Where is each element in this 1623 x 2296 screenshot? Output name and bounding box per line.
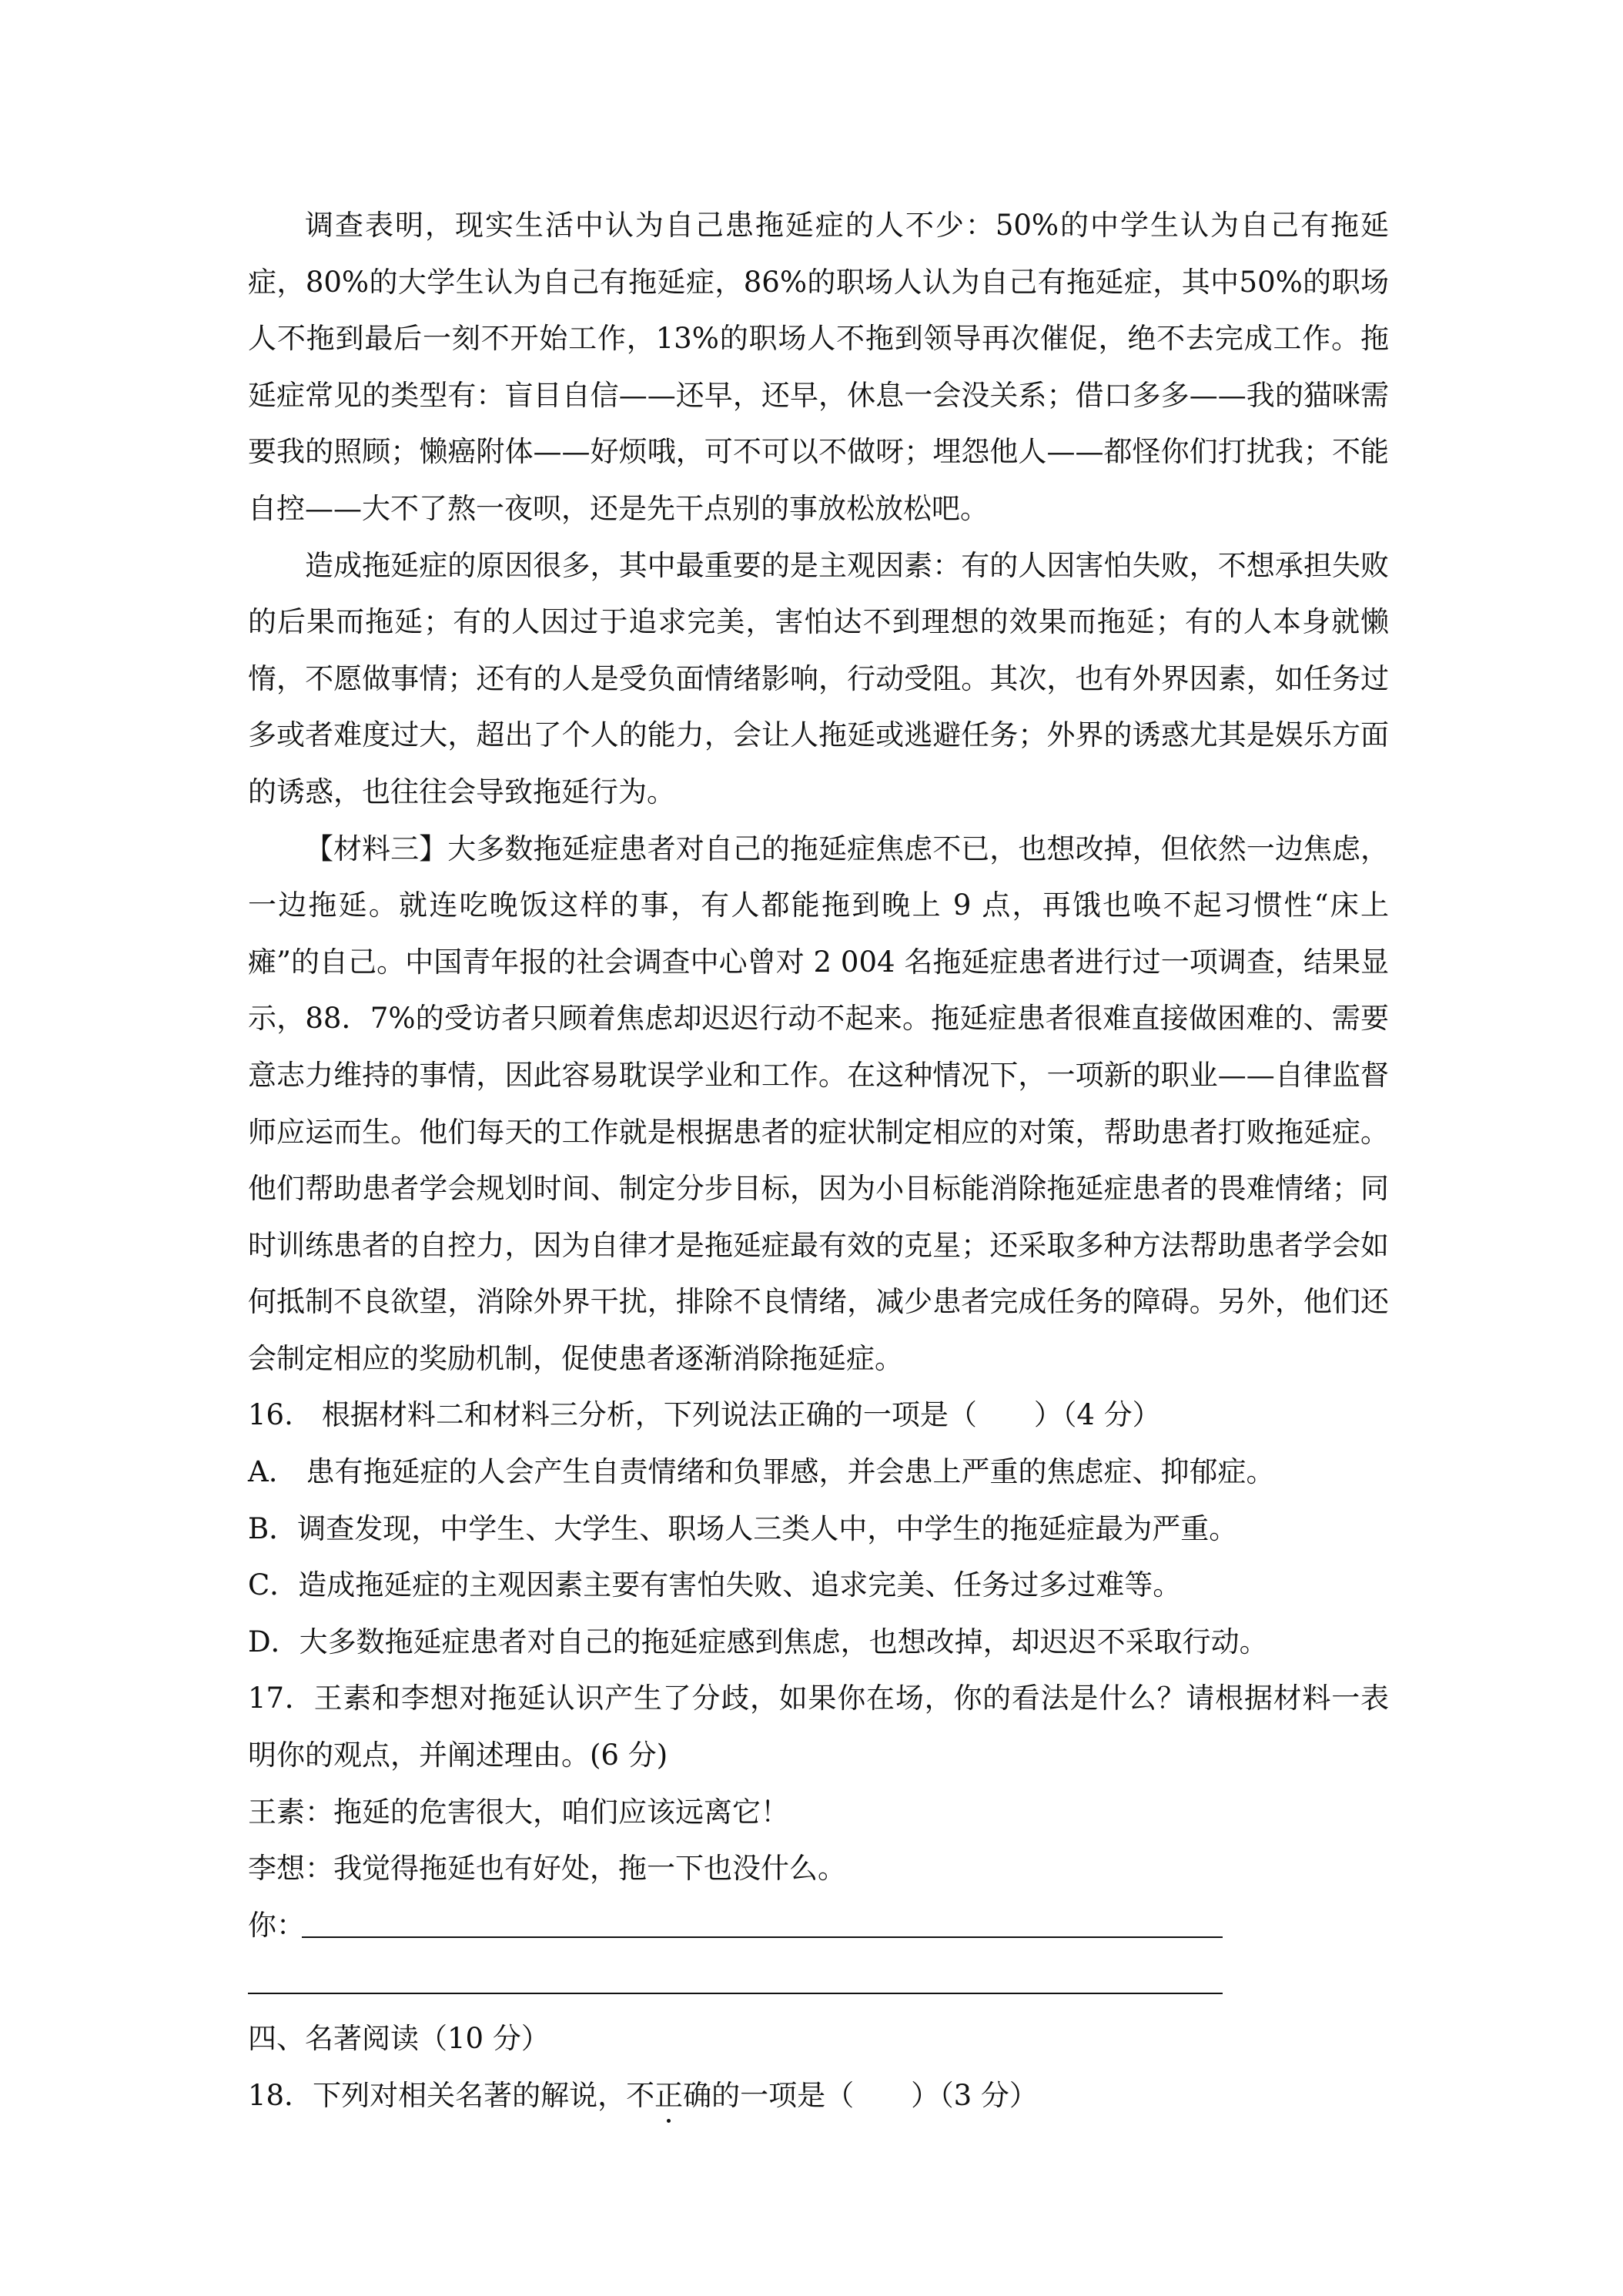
question-16-option-c: C．造成拖延症的主观因素主要有害怕失败、追求完美、任务过多过难等。 <box>248 1568 1182 1602</box>
exam-page <box>248 197 1389 2124</box>
question-16-option-d: D．大多数拖延症患者对自己的拖延症感到焦虑，也想改掉，却迟迟不采取行动。 <box>248 1625 1268 1658</box>
question-18-emphasis: 不正确 <box>626 2078 712 2112</box>
question-16-stem: 16. 根据材料二和材料三分析，下列说法正确的一项是（ ）（4 分） <box>248 1398 1161 1432</box>
question-16-option-a: A. 患有拖延症的人会产生自责情绪和负罪感，并会患上严重的焦虑症、抑郁症。 <box>248 1455 1275 1489</box>
material-two-paragraph-1: 调查表明，现实生活中认为自己患拖延症的人不少：50%的中学生认为自己有拖延症，80%的大学生认为自己有拖延症，86%的职场人认为自己有拖延症，其中50%的职场人不拖到最后一刻不开始工作，13%的职场人不拖到领导再次催促，绝不去完成工作。拖延症常见的类型有：盲目自信——还早，还早，休息一会没关系；借口多多——我的猫咪需要我的照顾；懒癌附体——好烦哦，可不可以不做呀；埋怨他人——都怪你们打扰我；不能自控——大不了熬一夜呗，还是先干点别的事放松放松吧。 <box>248 209 1389 525</box>
answer-line-2[interactable] <box>248 1993 1223 1994</box>
answer-line-1[interactable] <box>302 1936 1223 1938</box>
answer-label-you: 你： <box>248 1908 305 1942</box>
question-18-stem-end: 的一项是（ ）（3 分） <box>711 2078 1038 2112</box>
material-three-paragraph: 【材料三】大多数拖延症患者对自己的拖延症焦虑不已，也想改掉，但依然一边焦虑，一边拖延。就连吃晚饭这样的事，有人都能拖到晚上 9 点，再饿也唤不起习惯性“床上瘫”的自己。中国青年报的社会调查中心曾对 2 004 名拖延症患者进行过一项调查，结果显示，88．7%的受访者只顾着焦虑却迟迟行动不起来。拖延症患者很难直接做困难的、需要意志力维持的事情，因此容易耽误学业和工作。在这种情况下，一项新的职业——自律监督师应运而生。他们每天的工作就是根据患者的症状制定相应的对策，帮助患者打败拖延症。他们帮助患者学会规划时间、制定分步目标，因为小目标能消除拖延症患者的畏难情绪；同时训练患者的自控力，因为自律才是拖延症最有效的克星；还采取多种方法帮助患者学会如何抵制不良欲望，消除外界干扰，排除不良情绪，减少患者完成任务的障碍。另外，他们还会制定相应的奖励机制，促使患者逐渐消除拖延症。 <box>248 832 1389 1375</box>
answer-row-1 <box>248 1897 1389 1954</box>
material-two-paragraph-2: 造成拖延症的原因很多，其中最重要的是主观因素：有的人因害怕失败，不想承担失败的后果而拖延；有的人因过于追求完美，害怕达不到理想的效果而拖延；有的人本身就懒惰，不愿做事情；还有的人是受负面情绪影响，行动受阻。其次，也有外界因素，如任务过多或者难度过大，超出了个人的能力，会让人拖延或逃避任务；外界的诱惑尤其是娱乐方面的诱惑，也往往会导致拖延行为。 <box>248 548 1389 808</box>
question-17-wang-su-statement: 王素：拖延的危害很大，咱们应该远离它！ <box>248 1795 789 1829</box>
question-17-stem: 17．王素和李想对拖延认识产生了分歧，如果你在场，你的看法是什么？请根据材料一表明你的观点，并阐述理由。(6 分) <box>248 1682 1389 1772</box>
question-18-stem-start: 18．下列对相关名著的解说， <box>248 2078 627 2112</box>
question-18-stem <box>248 2067 1389 2124</box>
question-16-option-b: B．调查发现，中学生、大学生、职场人三类人中，中学生的拖延症最为严重。 <box>248 1511 1238 1545</box>
answer-row-2 <box>248 1953 1389 2010</box>
section-4-heading: 四、名著阅读（10 分） <box>248 2022 550 2055</box>
question-17-li-xiang-statement: 李想：我觉得拖延也有好处，拖一下也没什么。 <box>248 1852 846 1886</box>
